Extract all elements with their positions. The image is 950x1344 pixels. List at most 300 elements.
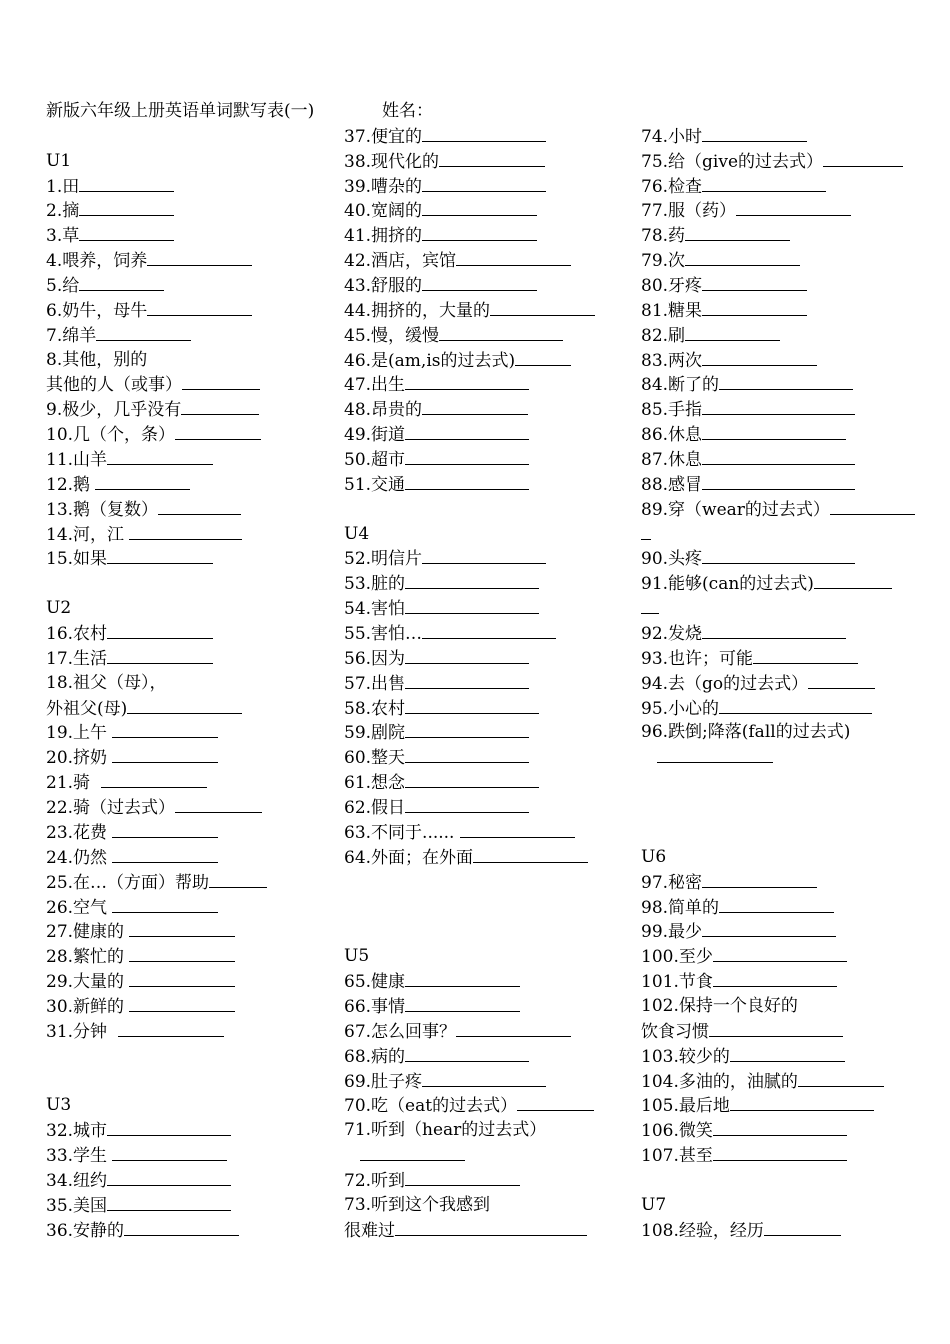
answer-blank[interactable]: [79, 273, 164, 291]
answer-blank[interactable]: [830, 497, 915, 515]
answer-blank[interactable]: [95, 472, 190, 490]
answer-blank[interactable]: [456, 248, 571, 266]
vocab-item: [46, 845, 336, 870]
answer-blank[interactable]: [112, 1143, 227, 1161]
vocab-item: [641, 621, 941, 646]
answer-blank[interactable]: [175, 422, 261, 440]
vocab-item: [344, 745, 634, 770]
vocab-item: [641, 870, 941, 895]
answer-blank[interactable]: [112, 895, 218, 913]
answer-blank[interactable]: [158, 497, 241, 515]
unit-heading: [641, 1193, 941, 1218]
vocab-item: [344, 696, 634, 721]
vocab-item: [641, 372, 941, 397]
item-text: 89.穿（wear的过去式）: [641, 499, 830, 520]
answer-blank[interactable]: [641, 596, 659, 614]
answer-blank[interactable]: [473, 845, 588, 863]
item-text: 9.极少，几乎没有: [46, 400, 182, 421]
item-text: 15.如果: [46, 549, 108, 570]
item-text: 98.简单的: [641, 897, 720, 918]
vocab-item: [46, 720, 336, 745]
item-text: 13.鹅（复数）: [46, 499, 159, 520]
answer-blank[interactable]: [175, 795, 262, 813]
answer-blank[interactable]: [129, 919, 235, 937]
item-text: 58.农村: [344, 698, 406, 719]
answer-blank[interactable]: [405, 696, 539, 714]
item-text: 3.草: [46, 226, 80, 247]
item-text: 21.骑: [46, 773, 101, 794]
answer-blank[interactable]: [702, 298, 807, 316]
vocab-item: [641, 223, 941, 248]
unit-heading: [641, 845, 941, 870]
vocab-item: [46, 571, 336, 596]
vocab-item: [344, 1193, 634, 1218]
vocab-item: [46, 348, 336, 373]
vocab-item: [641, 149, 941, 174]
answer-blank[interactable]: [702, 621, 846, 639]
answer-blank[interactable]: [112, 745, 218, 763]
answer-blank[interactable]: [405, 472, 529, 490]
unit-heading: [344, 944, 634, 969]
item-text: 18.祖父（母），: [46, 672, 167, 693]
item-text: 19.上午: [46, 723, 113, 744]
answer-blank[interactable]: [422, 198, 537, 216]
item-text: 48.昂贵的: [344, 400, 423, 421]
vocab-item: [344, 546, 634, 571]
item-text: 10.几（个，条）: [46, 425, 176, 446]
vocab-item: [641, 273, 941, 298]
item-text: 97.秘密: [641, 872, 703, 893]
answer-blank[interactable]: [147, 298, 252, 316]
item-text: 96.跌倒;降落(fall的过去式): [641, 722, 851, 743]
item-text: 67.怎么回事？: [344, 1021, 457, 1042]
item-text: 饮食习惯: [641, 1021, 709, 1042]
item-text: 64.外面；在外面: [344, 847, 474, 868]
answer-blank[interactable]: [96, 323, 191, 341]
answer-blank[interactable]: [685, 323, 780, 341]
answer-blank[interactable]: [405, 745, 529, 763]
item-text: 73.听到这个我感到: [344, 1194, 491, 1215]
item-text: 105.最后地: [641, 1096, 730, 1117]
vocab-item: [344, 149, 634, 174]
answer-blank[interactable]: [736, 198, 851, 216]
answer-blank[interactable]: [702, 348, 817, 366]
answer-blank[interactable]: [713, 1143, 847, 1161]
answer-blank[interactable]: [422, 546, 546, 564]
vocab-item: [46, 1019, 336, 1044]
column-1: [46, 99, 336, 1243]
vocab-item: [641, 895, 941, 920]
item-text: 28.繁忙的: [46, 947, 130, 968]
answer-blank[interactable]: [129, 994, 235, 1012]
item-text: 71.听到（hear的过去式）: [344, 1120, 547, 1141]
answer-blank[interactable]: [182, 372, 260, 390]
item-text: 60.整天: [344, 748, 406, 769]
item-text: 35.美国: [46, 1195, 108, 1216]
item-text: 84.断了的: [641, 375, 720, 396]
item-text: 29.大量的: [46, 972, 130, 993]
answer-blank[interactable]: [422, 223, 537, 241]
item-text: 92.发烧: [641, 624, 703, 645]
vocab-item: [46, 174, 336, 199]
item-text: 46.是(am,is的过去式): [344, 350, 516, 371]
answer-blank[interactable]: [730, 1044, 845, 1062]
vocab-item: [641, 1044, 941, 1069]
vocab-item: [641, 1093, 941, 1118]
answer-blank[interactable]: [405, 720, 529, 738]
item-text: 5.给: [46, 276, 80, 297]
vocab-item: [641, 497, 941, 522]
item-text: 20.挤奶: [46, 748, 113, 769]
answer-blank[interactable]: [107, 621, 213, 639]
item-text: 14.河，江: [46, 524, 130, 545]
answer-blank[interactable]: [702, 174, 826, 192]
answer-blank[interactable]: [490, 298, 595, 316]
answer-blank[interactable]: [422, 397, 528, 415]
vocab-item: [46, 895, 336, 920]
item-text: 101.节食: [641, 972, 713, 993]
item-text: U4: [344, 523, 370, 544]
item-text: 65.健康: [344, 972, 406, 993]
vocab-item: [46, 944, 336, 969]
vocab-item: [641, 745, 941, 770]
answer-blank[interactable]: [439, 323, 563, 341]
item-text: 63.不同于......: [344, 822, 460, 843]
answer-blank[interactable]: [460, 820, 575, 838]
item-text: 90.头疼: [641, 549, 703, 570]
vocab-item: [344, 1143, 634, 1168]
answer-blank[interactable]: [515, 348, 571, 366]
vocab-item: [641, 696, 941, 721]
item-text: 85.手指: [641, 400, 703, 421]
vocab-item: [344, 994, 634, 1019]
item-text: 68.病的: [344, 1046, 406, 1067]
answer-blank[interactable]: [405, 447, 529, 465]
worksheet-title: [46, 99, 336, 124]
name-label: 姓名：: [382, 101, 433, 121]
item-text: 107.甚至: [641, 1146, 713, 1167]
item-text: 37.便宜的: [344, 126, 423, 147]
vocab-item: [46, 770, 336, 795]
answer-blank[interactable]: [405, 770, 539, 788]
item-text: 83.两次: [641, 350, 703, 371]
answer-blank[interactable]: [395, 1218, 587, 1236]
vocab-item: [46, 1168, 336, 1193]
answer-blank[interactable]: [641, 522, 651, 540]
vocab-item: [46, 223, 336, 248]
answer-blank[interactable]: [79, 174, 174, 192]
vocab-item: [344, 1069, 634, 1094]
vocab-item: [46, 696, 336, 721]
answer-blank[interactable]: [101, 770, 207, 788]
vocab-item: [344, 1093, 634, 1118]
answer-blank[interactable]: [79, 223, 174, 241]
answer-blank[interactable]: [702, 546, 855, 564]
item-text: 2.摘: [46, 201, 80, 222]
item-text: 108.经验，经历: [641, 1220, 764, 1241]
item-text: 55.害怕…: [344, 624, 423, 645]
item-text: 44.拥挤的，大量的: [344, 300, 491, 321]
vocab-item: [344, 646, 634, 671]
vocab-item: [641, 1118, 941, 1143]
vocab-item: [641, 671, 941, 696]
vocab-item: [46, 646, 336, 671]
vocab-item: [344, 323, 634, 348]
item-text: 39.嘈杂的: [344, 176, 423, 197]
answer-blank[interactable]: [405, 596, 539, 614]
vocab-item: [641, 1069, 941, 1094]
answer-blank[interactable]: [702, 447, 855, 465]
unit-heading: [46, 1093, 336, 1118]
answer-blank[interactable]: [405, 994, 520, 1012]
column-3: [641, 99, 941, 1243]
answer-blank[interactable]: [79, 198, 174, 216]
item-text: 22.骑（过去式）: [46, 798, 176, 819]
vocab-item: [344, 845, 634, 870]
answer-blank[interactable]: [702, 919, 836, 937]
vocab-item: [344, 1218, 634, 1243]
vocab-item: [46, 820, 336, 845]
vocab-item: [46, 1193, 336, 1218]
answer-blank[interactable]: [730, 1093, 874, 1111]
vocab-item: [344, 720, 634, 745]
answer-blank[interactable]: [147, 248, 252, 266]
vocab-item: [46, 273, 336, 298]
answer-blank[interactable]: [112, 720, 218, 738]
vocab-item: [641, 1168, 941, 1193]
answer-blank[interactable]: [107, 546, 213, 564]
answer-blank[interactable]: [129, 969, 235, 987]
item-text: 43.舒服的: [344, 276, 423, 297]
answer-blank[interactable]: [517, 1093, 594, 1111]
answer-blank[interactable]: [713, 1118, 847, 1136]
item-text: 27.健康的: [46, 922, 130, 943]
answer-blank[interactable]: [422, 273, 537, 291]
answer-blank[interactable]: [814, 571, 892, 589]
vocab-item: [344, 422, 634, 447]
vocab-item: [46, 522, 336, 547]
vocab-item: [344, 248, 634, 273]
answer-blank[interactable]: [685, 223, 790, 241]
vocab-item: [344, 273, 634, 298]
vocab-item: [641, 1218, 941, 1243]
item-text: 16.农村: [46, 624, 108, 645]
item-text: 88.感冒: [641, 474, 703, 495]
unit-heading: [46, 149, 336, 174]
answer-blank[interactable]: [405, 969, 520, 987]
answer-blank[interactable]: [107, 1193, 231, 1211]
item-text: 106.微笑: [641, 1121, 713, 1142]
answer-blank[interactable]: [753, 646, 858, 664]
vocab-item: [641, 323, 941, 348]
vocab-item: [46, 198, 336, 223]
name-label-row: [344, 99, 634, 124]
vocab-item: [641, 919, 941, 944]
answer-blank[interactable]: [405, 1044, 529, 1062]
answer-blank[interactable]: [129, 522, 242, 540]
unit-heading: [344, 522, 634, 547]
vocab-item: [641, 770, 941, 795]
vocab-item: [344, 1168, 634, 1193]
item-text: 6.奶牛，母牛: [46, 300, 148, 321]
answer-blank[interactable]: [405, 422, 529, 440]
item-text: 61.想念: [344, 773, 406, 794]
vocab-item: [641, 1019, 941, 1044]
answer-blank[interactable]: [823, 149, 903, 167]
answer-blank[interactable]: [764, 1218, 841, 1236]
answer-blank[interactable]: [702, 124, 807, 142]
item-text: 11.山羊: [46, 450, 108, 471]
vocab-item: [46, 472, 336, 497]
vocab-item: [46, 1069, 336, 1094]
item-text: 95.小心的: [641, 698, 720, 719]
answer-blank[interactable]: [439, 149, 545, 167]
answer-blank[interactable]: [702, 472, 855, 490]
answer-blank[interactable]: [107, 1118, 231, 1136]
vocab-item: [46, 1118, 336, 1143]
answer-blank[interactable]: [713, 944, 847, 962]
answer-blank[interactable]: [112, 820, 218, 838]
item-text: 1.田: [46, 176, 80, 197]
vocab-item: [344, 870, 634, 895]
vocab-item: [641, 174, 941, 199]
answer-blank[interactable]: [685, 248, 800, 266]
vocab-item: [46, 795, 336, 820]
vocab-item: [344, 969, 634, 994]
item-text: 12.鹅: [46, 474, 96, 495]
item-text: 77.服（药）: [641, 201, 737, 222]
answer-blank[interactable]: [405, 646, 529, 664]
answer-blank[interactable]: [422, 621, 556, 639]
item-text: 38.现代化的: [344, 151, 440, 172]
item-text: 53.脏的: [344, 574, 406, 595]
answer-blank[interactable]: [702, 870, 817, 888]
vocab-item: [344, 820, 634, 845]
vocab-item: [46, 298, 336, 323]
answer-blank[interactable]: [181, 397, 259, 415]
answer-blank[interactable]: [709, 1019, 843, 1037]
answer-blank[interactable]: [112, 845, 218, 863]
answer-blank[interactable]: [405, 571, 539, 589]
item-text: 54.害怕: [344, 599, 406, 620]
item-text: 8.其他，别的: [46, 349, 148, 370]
vocab-item: [46, 1218, 336, 1243]
vocab-item: [641, 447, 941, 472]
item-text: 72.听到: [344, 1170, 406, 1191]
vocab-item: [344, 1118, 634, 1143]
vocab-item: [641, 348, 941, 373]
vocab-item: [46, 397, 336, 422]
item-text: 94.去（go的过去式）: [641, 673, 809, 694]
vocab-item: [641, 596, 941, 621]
vocab-item: [344, 895, 634, 920]
answer-blank[interactable]: [107, 447, 213, 465]
vocab-item: [46, 994, 336, 1019]
vocab-item: [641, 522, 941, 547]
item-text: 62.假日: [344, 798, 406, 819]
answer-blank[interactable]: [657, 745, 773, 763]
item-text: 79.次: [641, 251, 686, 272]
answer-blank[interactable]: [719, 696, 872, 714]
item-text: 103.较少的: [641, 1046, 730, 1067]
item-text: 81.糖果: [641, 300, 703, 321]
vocab-item: [46, 422, 336, 447]
answer-blank[interactable]: [360, 1143, 465, 1161]
vocab-item: [344, 1044, 634, 1069]
vocab-item: [344, 174, 634, 199]
item-text: 41.拥挤的: [344, 226, 423, 247]
answer-blank[interactable]: [798, 1069, 884, 1087]
vocab-item: [46, 1044, 336, 1069]
vocab-item: [344, 223, 634, 248]
answer-blank[interactable]: [702, 397, 855, 415]
vocab-item: [641, 124, 941, 149]
answer-blank[interactable]: [713, 969, 837, 987]
vocab-item: [46, 1143, 336, 1168]
vocab-item: [344, 124, 634, 149]
item-text: 32.城市: [46, 1121, 108, 1142]
answer-blank[interactable]: [405, 795, 529, 813]
answer-blank[interactable]: [422, 1069, 546, 1087]
item-text: 50.超市: [344, 450, 406, 471]
vocab-item: [46, 870, 336, 895]
answer-blank[interactable]: [129, 944, 235, 962]
answer-blank[interactable]: [456, 1019, 571, 1037]
answer-blank[interactable]: [422, 124, 546, 142]
answer-blank[interactable]: [422, 174, 546, 192]
unit-heading: [46, 596, 336, 621]
vocab-item: [344, 671, 634, 696]
answer-blank[interactable]: [107, 1168, 231, 1186]
item-text: 87.休息: [641, 450, 703, 471]
item-text: 100.至少: [641, 947, 713, 968]
answer-blank[interactable]: [209, 870, 267, 888]
answer-blank[interactable]: [702, 273, 807, 291]
vocab-item: [46, 919, 336, 944]
answer-blank[interactable]: [405, 1168, 520, 1186]
answer-blank[interactable]: [719, 895, 834, 913]
vocab-item: [46, 546, 336, 571]
answer-blank[interactable]: [107, 646, 213, 664]
item-text: 66.事情: [344, 996, 406, 1017]
answer-blank[interactable]: [808, 671, 875, 689]
answer-blank[interactable]: [127, 696, 242, 714]
vocab-item: [46, 621, 336, 646]
item-text: 17.生活: [46, 648, 108, 669]
vocab-item: [344, 447, 634, 472]
vocab-item: [641, 571, 941, 596]
item-text: 30.新鲜的: [46, 996, 130, 1017]
answer-blank[interactable]: [405, 372, 529, 390]
answer-blank[interactable]: [124, 1218, 239, 1236]
item-text: 76.检查: [641, 176, 703, 197]
vocab-item: [46, 671, 336, 696]
answer-blank[interactable]: [702, 422, 846, 440]
item-text: 52.明信片: [344, 549, 423, 570]
vocab-item: [344, 596, 634, 621]
item-text: 42.酒店，宾馆: [344, 251, 457, 272]
item-text: 78.药: [641, 226, 686, 247]
item-text: U1: [46, 150, 72, 171]
vocab-item: [344, 348, 634, 373]
answer-blank[interactable]: [405, 671, 529, 689]
vocab-item: [641, 248, 941, 273]
item-text: 24.仍然: [46, 847, 113, 868]
item-text: 99.最少: [641, 922, 703, 943]
item-text: U3: [46, 1095, 72, 1116]
answer-blank[interactable]: [719, 372, 853, 390]
answer-blank[interactable]: [118, 1019, 224, 1037]
